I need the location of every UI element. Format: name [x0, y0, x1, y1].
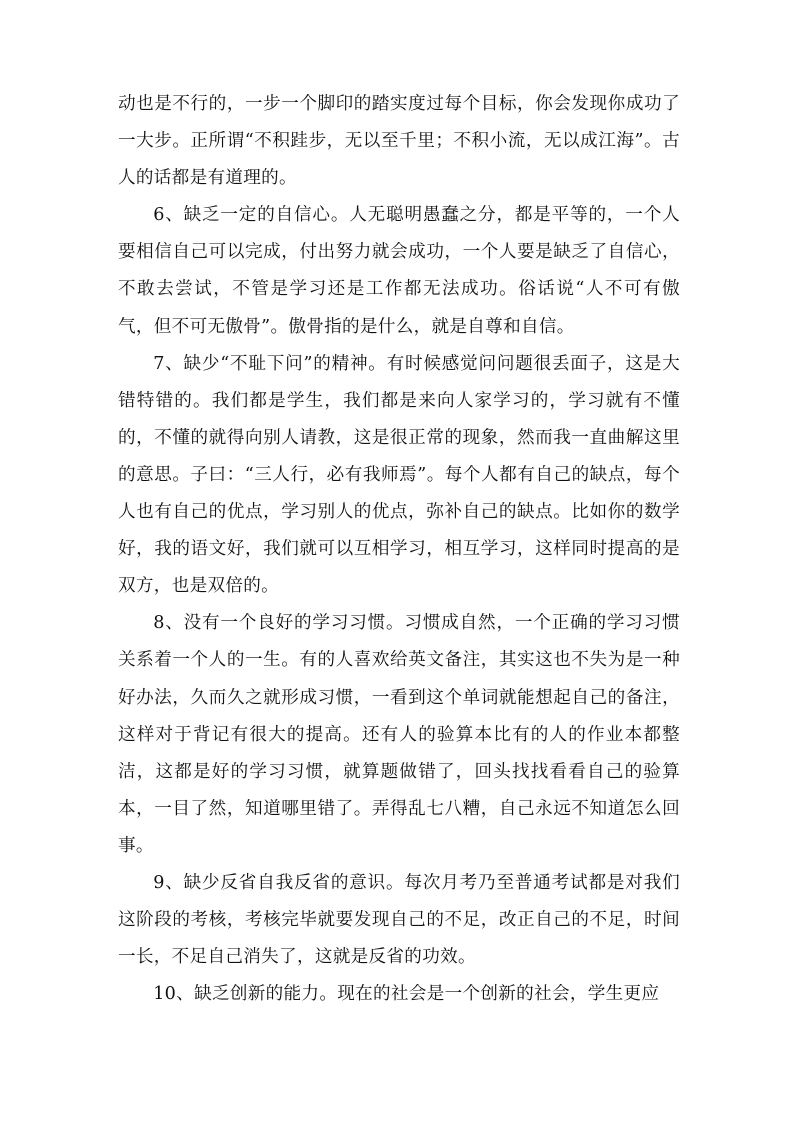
paragraph-item-8: 8、没有一个良好的学习习惯。习惯成自然，一个正确的学习习惯关系着一个人的一生。有的人喜欢给英文备注，其实这也不失为是一种好办法，久而久之就形成习惯，一看到这个单词就能想起自己的备注，这样对于背记有很大的提高。还有人的验算本比有的人的作业本都整洁，这都是好的学习习惯，就算题做错了，回头找找看看自己的验算本，一目了然，知道哪里错了。弄得乱七八糟，自己永远不知道怎么回事。	[118, 613, 680, 856]
paragraph-continuation: 动也是不行的，一步一个脚印的踏实度过每个目标，你会发现你成功了一大步。正所谓“不积跬步，无以至千里；不积小流，无以成江海”。古人的话都是有道理的。	[118, 94, 680, 189]
paragraph-item-10: 10、缺乏创新的能力。现在的社会是一个创新的社会，学生更应	[153, 984, 660, 1005]
document-body	[118, 86, 680, 1013]
paragraph-item-7: 7、缺少“不耻下问”的精神。有时候感觉问问题很丢面子，这是大错特错的。我们都是学生，我们都是来向人家学习的，学习就有不懂的，不懂的就得向别人请教，这是很正常的现象，然而我一直曲解这里的意思。子曰：“三人行，必有我师焉”。每个人都有自己的缺点，每个人也有自己的优点，学习别人的优点，弥补自己的缺点。比如你的数学好，我的语文好，我们就可以互相学习，相互学习，这样同时提高的是双方，也是双倍的。	[118, 353, 680, 597]
paragraph-item-6: 6、缺乏一定的自信心。人无聪明愚蠢之分，都是平等的，一个人要相信自己可以完成，付出努力就会成功，一个人要是缺乏了自信心，不敢去尝试，不管是学习还是工作都无法成功。俗话说“人不可有傲气，但不可无傲骨”。傲骨指的是什么，就是自尊和自信。	[118, 205, 680, 337]
paragraph-item-9: 9、缺少反省自我反省的意识。每次月考乃至普通考试都是对我们这阶段的考核，考核完毕就要发现自己的不足，改正自己的不足，时间一长，不足自己消失了，这就是反省的功效。	[118, 872, 680, 968]
